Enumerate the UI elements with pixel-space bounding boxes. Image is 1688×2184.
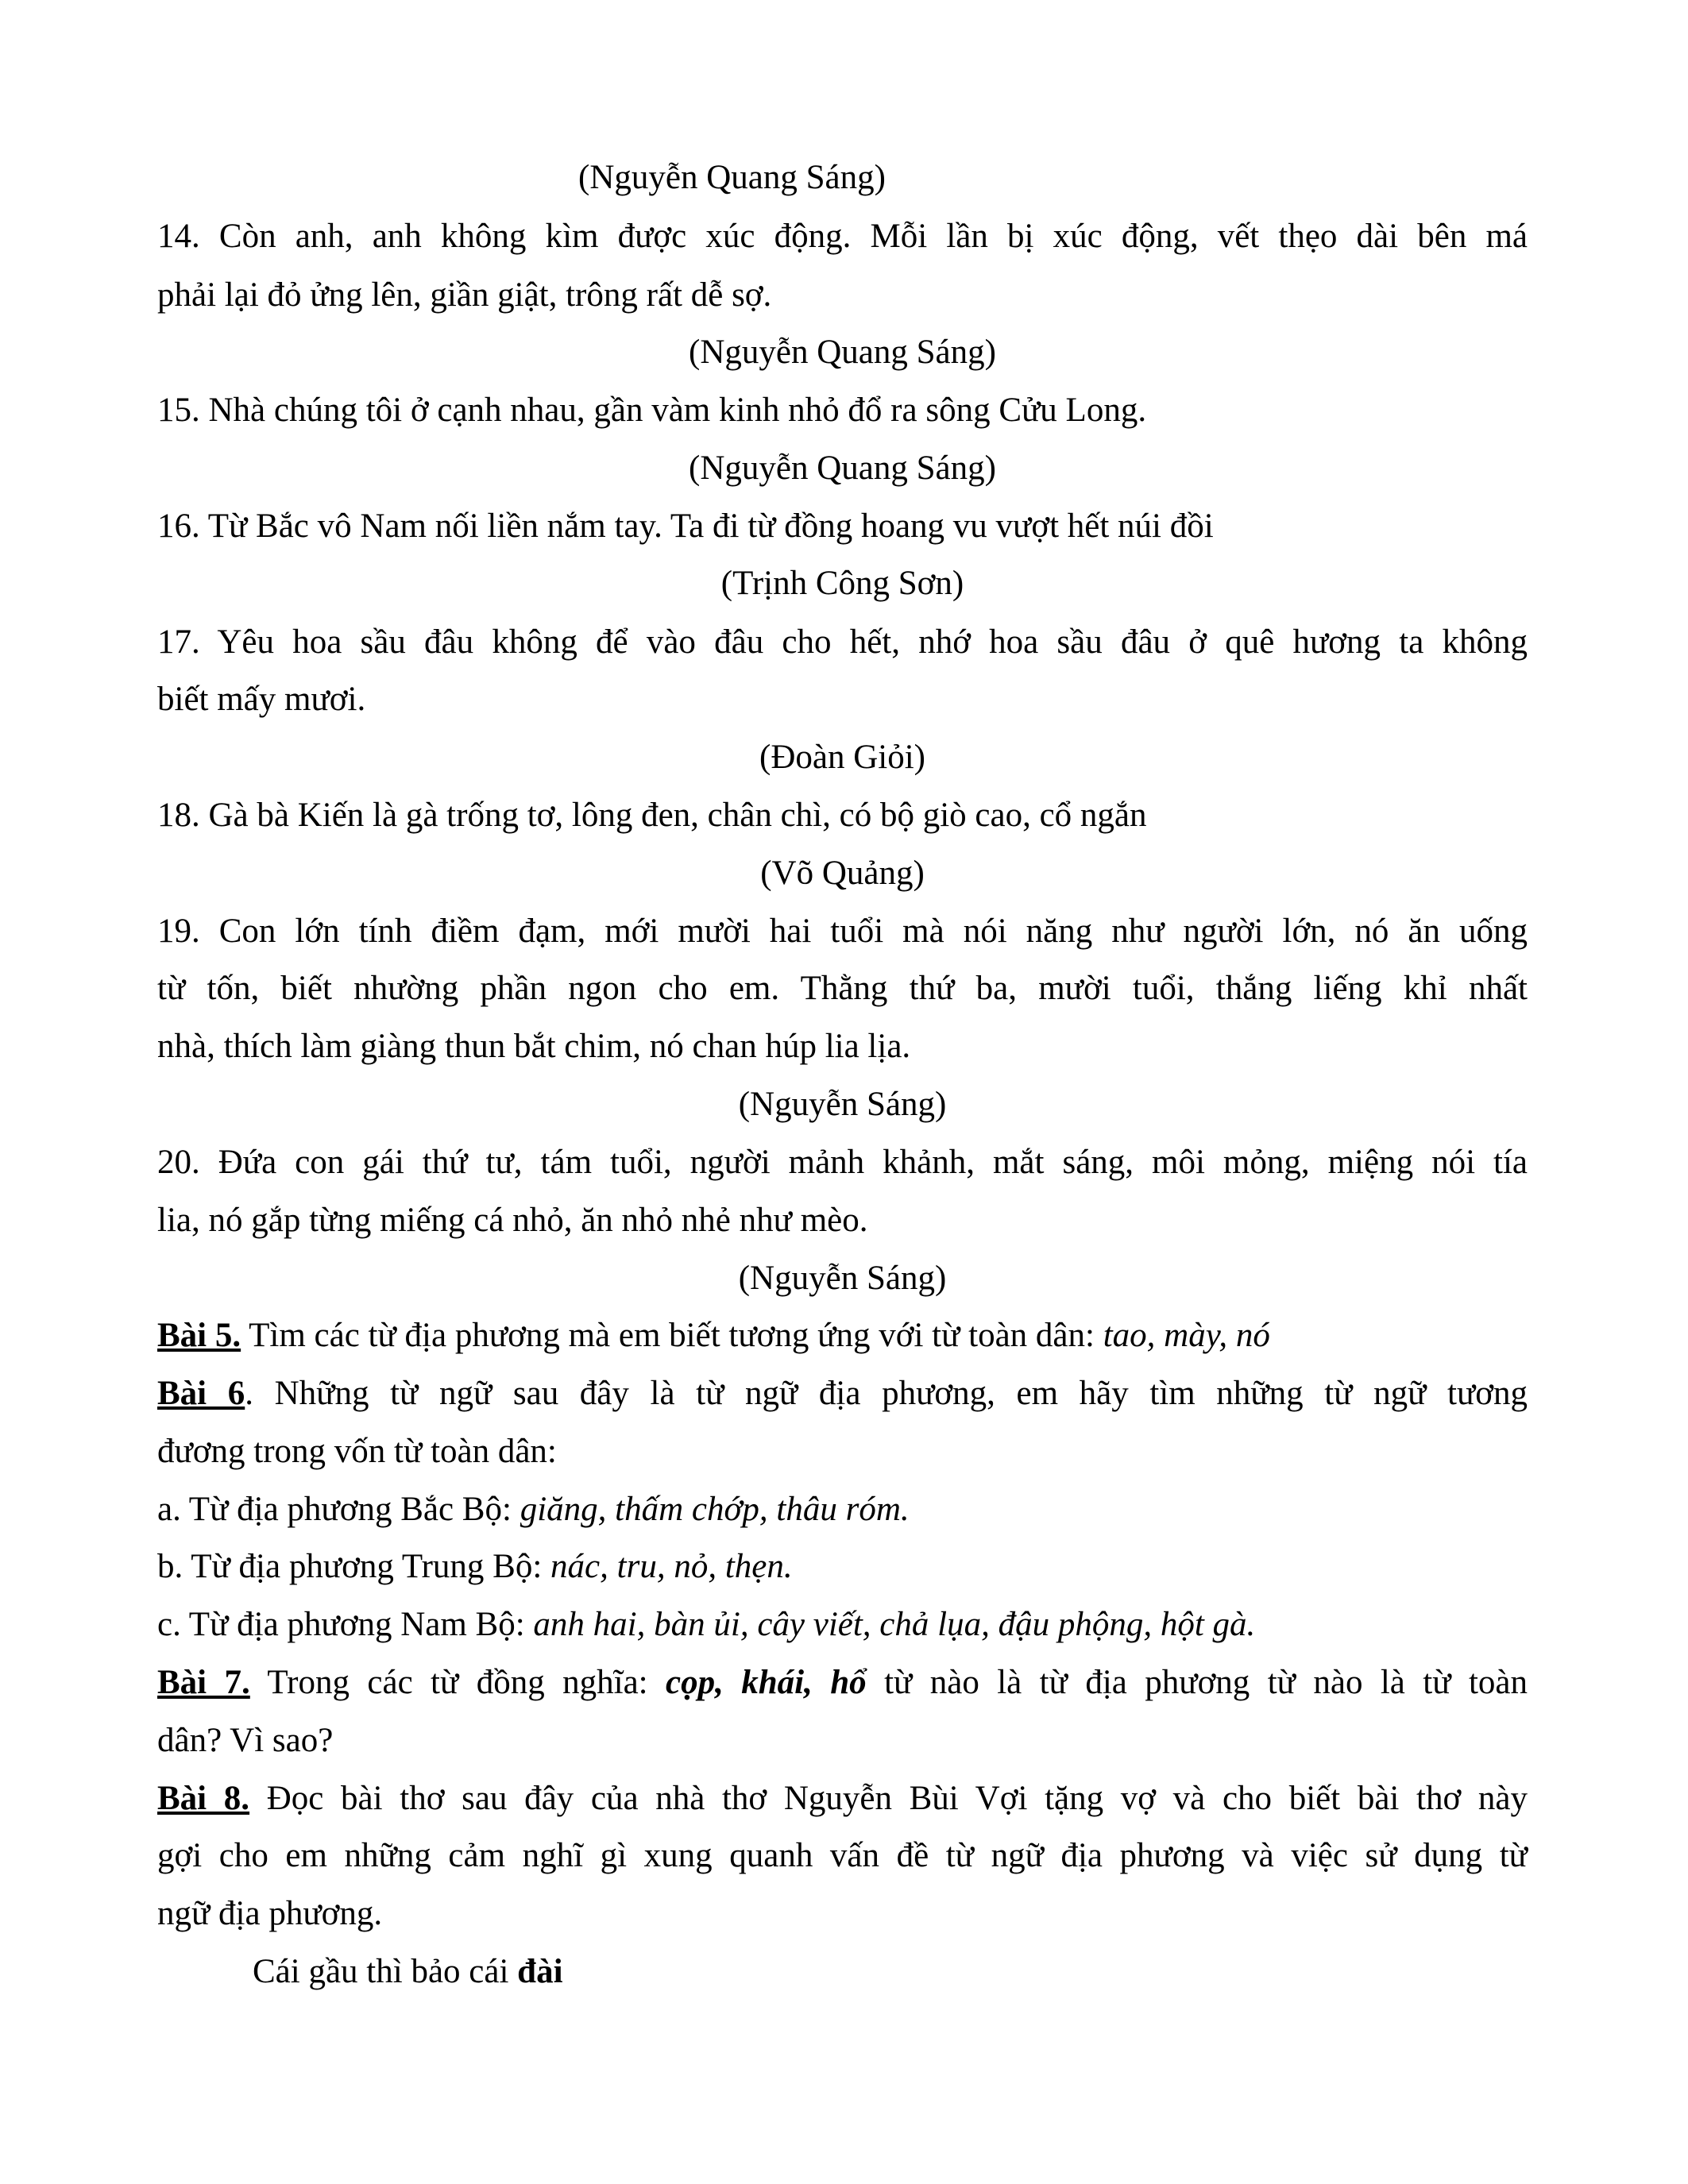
exercise-6-item-c: [157, 1604, 1528, 1646]
item-a-words: giăng, thấm chớp, thâu róm.: [520, 1491, 910, 1528]
exercise-5-text: Tìm các từ địa phương mà em biết tương ứng với từ toàn dân:: [241, 1317, 1103, 1354]
poem-text: Cái gầu thì bảo cái: [253, 1953, 518, 1990]
exercise-6-line-1: [157, 1373, 1528, 1414]
exercise-6-text: . Những từ ngữ sau đây là từ ngữ địa phương, em hãy tìm những từ ngữ tương: [245, 1375, 1528, 1412]
exercise-6-label: Bài 6: [157, 1375, 245, 1412]
exercise-7-text: Trong các từ đồng nghĩa:: [249, 1664, 666, 1701]
exercise-8-line-3: ngữ địa phương.: [157, 1895, 383, 1932]
citation-trinh-cong-son: (Trịnh Công Sơn): [720, 565, 964, 602]
example-18: 18. Gà bà Kiến là gà trống tơ, lông đen, chân chì, có bộ giò cao, cổ ngắn: [157, 797, 1147, 834]
exercise-7-text-after: từ nào là từ địa phương từ nào là từ toàn: [866, 1664, 1528, 1701]
item-c-words: anh hai, bàn ủi, cây viết, chả lụa, đậu phộng, hột gà.: [533, 1606, 1256, 1643]
example-19-line-1: 19. Con lớn tính điềm đạm, mới mười hai tuổi mà nói năng như người lớn, nó ăn uống: [157, 913, 1528, 950]
poem-line-1: [253, 1951, 563, 1993]
citation-doan-gioi: (Đoàn Giỏi): [759, 739, 925, 776]
citation-nguyen-sang: (Nguyễn Sáng): [738, 1260, 947, 1297]
exercise-8-text: Đọc bài thơ sau đây của nhà thơ Nguyễn Bùi Vợi tặng vợ và cho biết bài thơ này: [249, 1780, 1528, 1817]
example-15: 15. Nhà chúng tôi ở cạnh nhau, gần vàm kinh nhỏ đổ ra sông Cửu Long.: [157, 392, 1147, 429]
exercise-7-line-2: dân? Vì sao?: [157, 1722, 334, 1759]
example-20-line-1: 20. Đứa con gái thứ tư, tám tuổi, người mảnh khảnh, mắt sáng, môi mỏng, miệng nói tía: [157, 1144, 1528, 1181]
citation-vo-quang: (Võ Quảng): [760, 855, 925, 892]
exercise-7-words: cọp, khái, hổ: [666, 1664, 867, 1701]
item-a-label: a. Từ địa phương Bắc Bộ:: [157, 1491, 520, 1528]
exercise-6-item-b: [157, 1546, 1528, 1588]
example-19-line-2: từ tốn, biết nhường phần ngon cho em. Thằng thứ ba, mười tuổi, thắng liếng khỉ nhất: [157, 970, 1528, 1007]
citation-nguyen-quang-sang: (Nguyễn Quang Sáng): [578, 159, 886, 196]
example-17-line-2: biết mấy mươi.: [157, 681, 366, 718]
exercise-7-line-1: [157, 1662, 1528, 1704]
item-b-words: nác, tru, nỏ, thẹn.: [550, 1548, 793, 1585]
exercise-5-label: Bài 5.: [157, 1317, 241, 1354]
exercise-5-words: tao, mày, nó: [1103, 1317, 1270, 1354]
example-17-line-1: 17. Yêu hoa sầu đâu không để vào đâu cho hết, nhớ hoa sầu đâu ở quê hương ta không: [157, 623, 1528, 661]
item-b-label: b. Từ địa phương Trung Bộ:: [157, 1548, 551, 1585]
exercise-7-label: Bài 7.: [157, 1664, 250, 1701]
exercise-6-line-2: đương trong vốn từ toàn dân:: [157, 1433, 557, 1470]
exercise-8-line-2: gợi cho em những cảm nghĩ gì xung quanh vấn đề từ ngữ địa phương và việc sử dụng từ: [157, 1837, 1528, 1874]
citation-nguyen-quang-sang: (Nguyễn Quang Sáng): [689, 450, 996, 487]
poem-bold-word: đài: [517, 1953, 563, 1990]
example-14-line-2: phải lại đỏ ửng lên, giần giật, trông rất dễ sợ.: [157, 276, 772, 314]
example-20-line-2: lia, nó gắp từng miếng cá nhỏ, ăn nhỏ nhẻ như mèo.: [157, 1202, 868, 1239]
citation-nguyen-sang: (Nguyễn Sáng): [738, 1086, 947, 1123]
example-14-line-1: 14. Còn anh, anh không kìm được xúc động. Mỗi lần bị xúc động, vết thẹo dài bên má: [157, 218, 1528, 255]
exercise-8-line-1: [157, 1778, 1528, 1819]
example-16: 16. Từ Bắc vô Nam nối liền nắm tay. Ta đi từ đồng hoang vu vượt hết núi đồi: [157, 507, 1214, 545]
exercise-6-item-a: [157, 1489, 1528, 1530]
example-19-line-3: nhà, thích làm giàng thun bắt chim, nó chan húp lia lịa.: [157, 1028, 911, 1065]
citation-nguyen-quang-sang: (Nguyễn Quang Sáng): [689, 334, 996, 371]
item-c-label: c. Từ địa phương Nam Bộ:: [157, 1606, 534, 1643]
exercise-5: [157, 1315, 1528, 1356]
exercise-8-label: Bài 8.: [157, 1780, 250, 1817]
